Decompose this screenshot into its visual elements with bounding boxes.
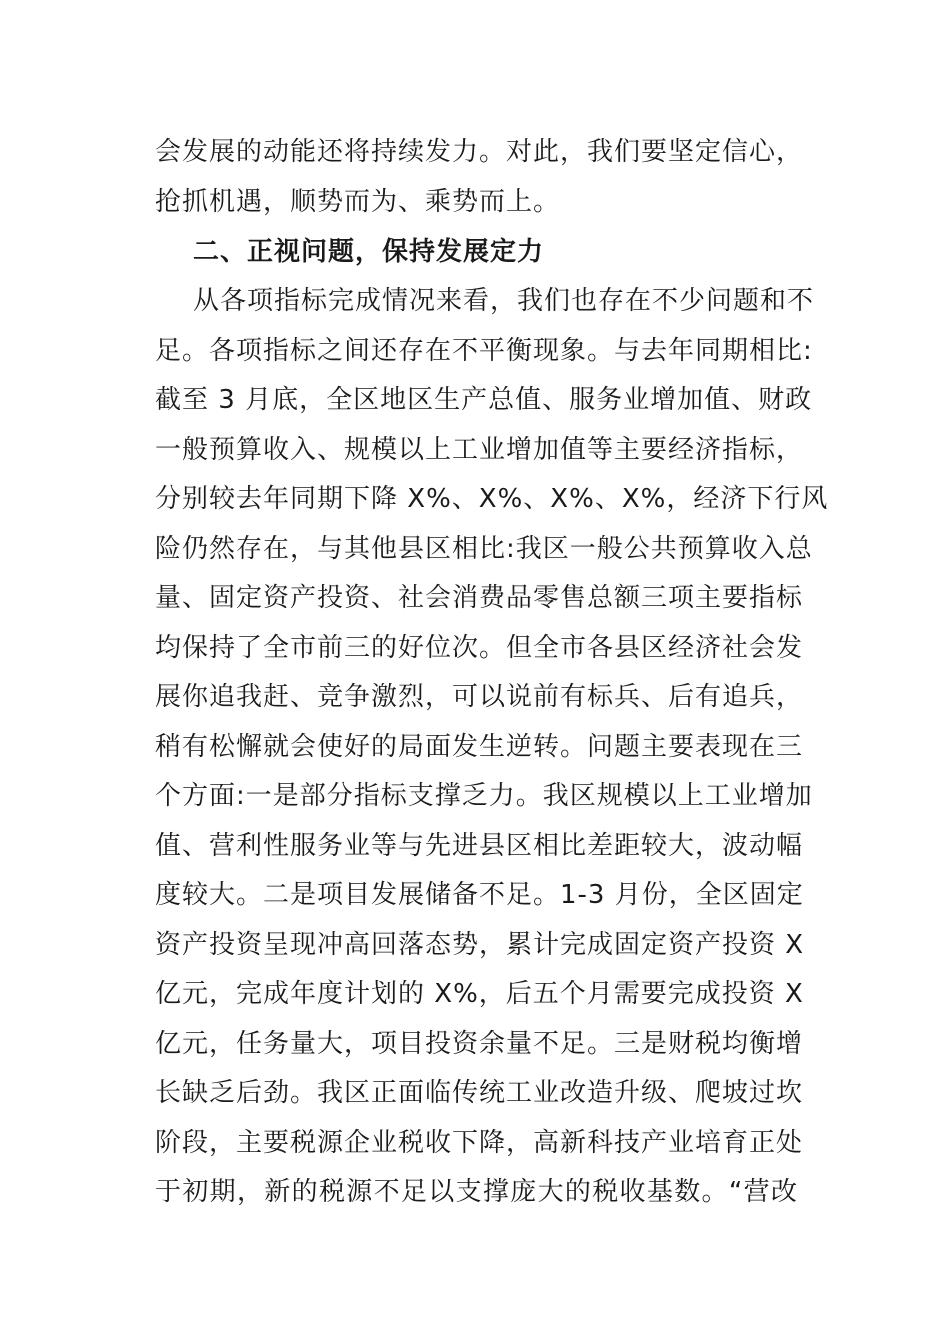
paragraph-line: 长缺乏后劲。我区正面临传统工业改造升级、爬坡过坎	[155, 1078, 804, 1108]
paragraph-line: 一般预算收入、规模以上工业增加值等主要经济指标，	[155, 435, 804, 465]
paragraph-line: 从各项指标完成情况来看，我们也存在不少问题和不	[193, 286, 815, 316]
paragraph-line: 抢抓机遇，顺势而为、乘势而上。	[155, 187, 561, 217]
paragraph-line: 于初期，新的税源不足以支撑庞大的税收基数。“营改	[155, 1177, 798, 1207]
paragraph-line: 稍有松懈就会使好的局面发生逆转。问题主要表现在三	[155, 732, 804, 762]
paragraph-line: 阶段，主要税源企业税收下降，高新科技产业培育正处	[155, 1128, 804, 1158]
paragraph-line: 值、营利性服务业等与先进县区相比差距较大，波动幅	[155, 831, 804, 861]
paragraph-line: 截至 3 月底，全区地区生产总值、服务业增加值、财政	[155, 385, 813, 415]
paragraph-line: 分别较去年同期下降 X%、X%、X%、X%，经济下行风	[155, 484, 829, 514]
paragraph-line: 亿元，任务量大，项目投资余量不足。三是财税均衡增	[155, 1029, 804, 1059]
paragraph-line: 资产投资呈现冲高回落态势，累计完成固定资产投资 X	[155, 930, 805, 960]
paragraph-line: 险仍然存在，与其他县区相比:我区一般公共预算收入总	[155, 534, 813, 564]
paragraph-line: 会发展的动能还将持续发力。对此，我们要坚定信心，	[155, 137, 804, 167]
section-heading: 二、正视问题，保持发展定力	[193, 237, 545, 267]
paragraph-line: 均保持了全市前三的好位次。但全市各县区经济社会发	[155, 633, 804, 663]
paragraph-line: 亿元，完成年度计划的 X%，后五个月需要完成投资 X	[155, 979, 804, 1009]
paragraph-line: 个方面:一是部分指标支撑乏力。我区规模以上工业增加	[155, 781, 813, 811]
paragraph-line: 量、固定资产投资、社会消费品零售总额三项主要指标	[155, 583, 804, 613]
paragraph-line: 展你追我赶、竞争激烈，可以说前有标兵、后有追兵，	[155, 682, 804, 712]
paragraph-line: 足。各项指标之间还存在不平衡现象。与去年同期相比:	[155, 336, 813, 366]
paragraph-line: 度较大。二是项目发展储备不足。1-3 月份，全区固定	[155, 880, 804, 910]
